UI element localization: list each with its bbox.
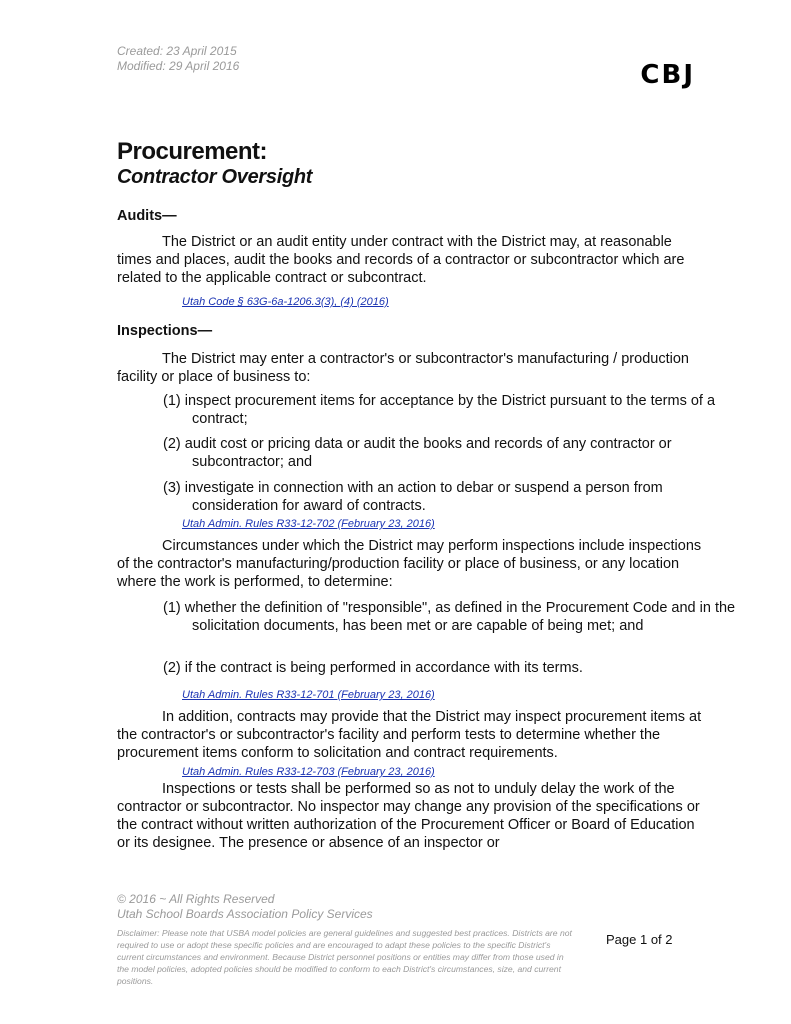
rule-702-citation-link[interactable]: Utah Admin. Rules R33-12-702 (February 23, 2016) xyxy=(182,518,435,530)
cbj-logo: CBJ xyxy=(640,60,695,90)
created-date: Created: 23 April 2015 xyxy=(117,44,237,58)
footer-copyright xyxy=(117,892,373,922)
rule-701-citation-link[interactable]: Utah Admin. Rules R33-12-701 (February 23, 2016) xyxy=(182,689,435,701)
addition-paragraph: In addition, contracts may provide that the District may inspect procurement items at the contractor's or subcontractor's facility and perform tests to determine whether the procurement items conform to solicitation and contract requirements. xyxy=(117,709,702,761)
document-dates xyxy=(117,44,239,74)
inspection-item-1: (1) inspect procurement items for acceptance by the District pursuant to the terms of a contract; xyxy=(163,393,716,427)
inspections-heading: Inspections— xyxy=(117,323,213,339)
inspection-item-3: (3) investigate in connection with an action to debar or suspend a person from consideration for award of contracts. xyxy=(163,480,663,514)
audits-heading: Audits— xyxy=(117,208,177,224)
audits-citation-link[interactable]: Utah Code § 63G-6a-1206.3(3), (4) (2016) xyxy=(182,296,389,308)
circumstance-item-2: (2) if the contract is being performed in accordance with its terms. xyxy=(163,660,583,676)
audits-paragraph: The District or an audit entity under contract with the District may, at reasonable times and places, audit the books and records of a contractor or subcontractor which are related to the applicable contract or subcontract. xyxy=(117,234,685,286)
inspections-intro: The District may enter a contractor's or subcontractor's manufacturing / production facility or place of business to: xyxy=(117,351,689,385)
tests-paragraph: Inspections or tests shall be performed so as not to unduly delay the work of the contractor or subcontractor. No inspector may change any provision of the specifications or the contract without written authorization of the Procurement Officer or Board of Education or its designee. The presence or absence of an inspector or xyxy=(117,781,700,851)
inspection-item-2: (2) audit cost or pricing data or audit the books and records of any contractor or subcontractor; and xyxy=(163,436,672,470)
disclaimer-text: Disclaimer: Please note that USBA model policies are general guidelines and suggested best practices. Districts are not required to use or adopt these specific policies and are encouraged to adapt these policies to the specific District's current circumstances and environment. Because District personnel positions or entities may differ from those used in the model policies, adopted policies should be modified to conform to each District's circumstances, size, and current positions. xyxy=(117,928,572,986)
rule-703-citation-link[interactable]: Utah Admin. Rules R33-12-703 (February 23, 2016) xyxy=(182,766,435,778)
page-number: Page 1 of 2 xyxy=(606,932,673,947)
copyright-text: © 2016 ~ All Rights Reserved xyxy=(117,892,275,906)
circumstance-item-1: (1) whether the definition of "responsible", as defined in the Procurement Code and in the solicitation documents, has been met or are capable of being met; and xyxy=(163,600,736,634)
organization-name: Utah School Boards Association Policy Services xyxy=(117,907,373,921)
modified-date: Modified: 29 April 2016 xyxy=(117,59,240,73)
page-title: Procurement: xyxy=(117,138,268,165)
page-subtitle: Contractor Oversight xyxy=(117,166,313,188)
circumstances-paragraph: Circumstances under which the District may perform inspections include inspections of the contractor's manufacturing/production facility or place of business, or any location where the work is performed, to determine: xyxy=(117,538,702,590)
